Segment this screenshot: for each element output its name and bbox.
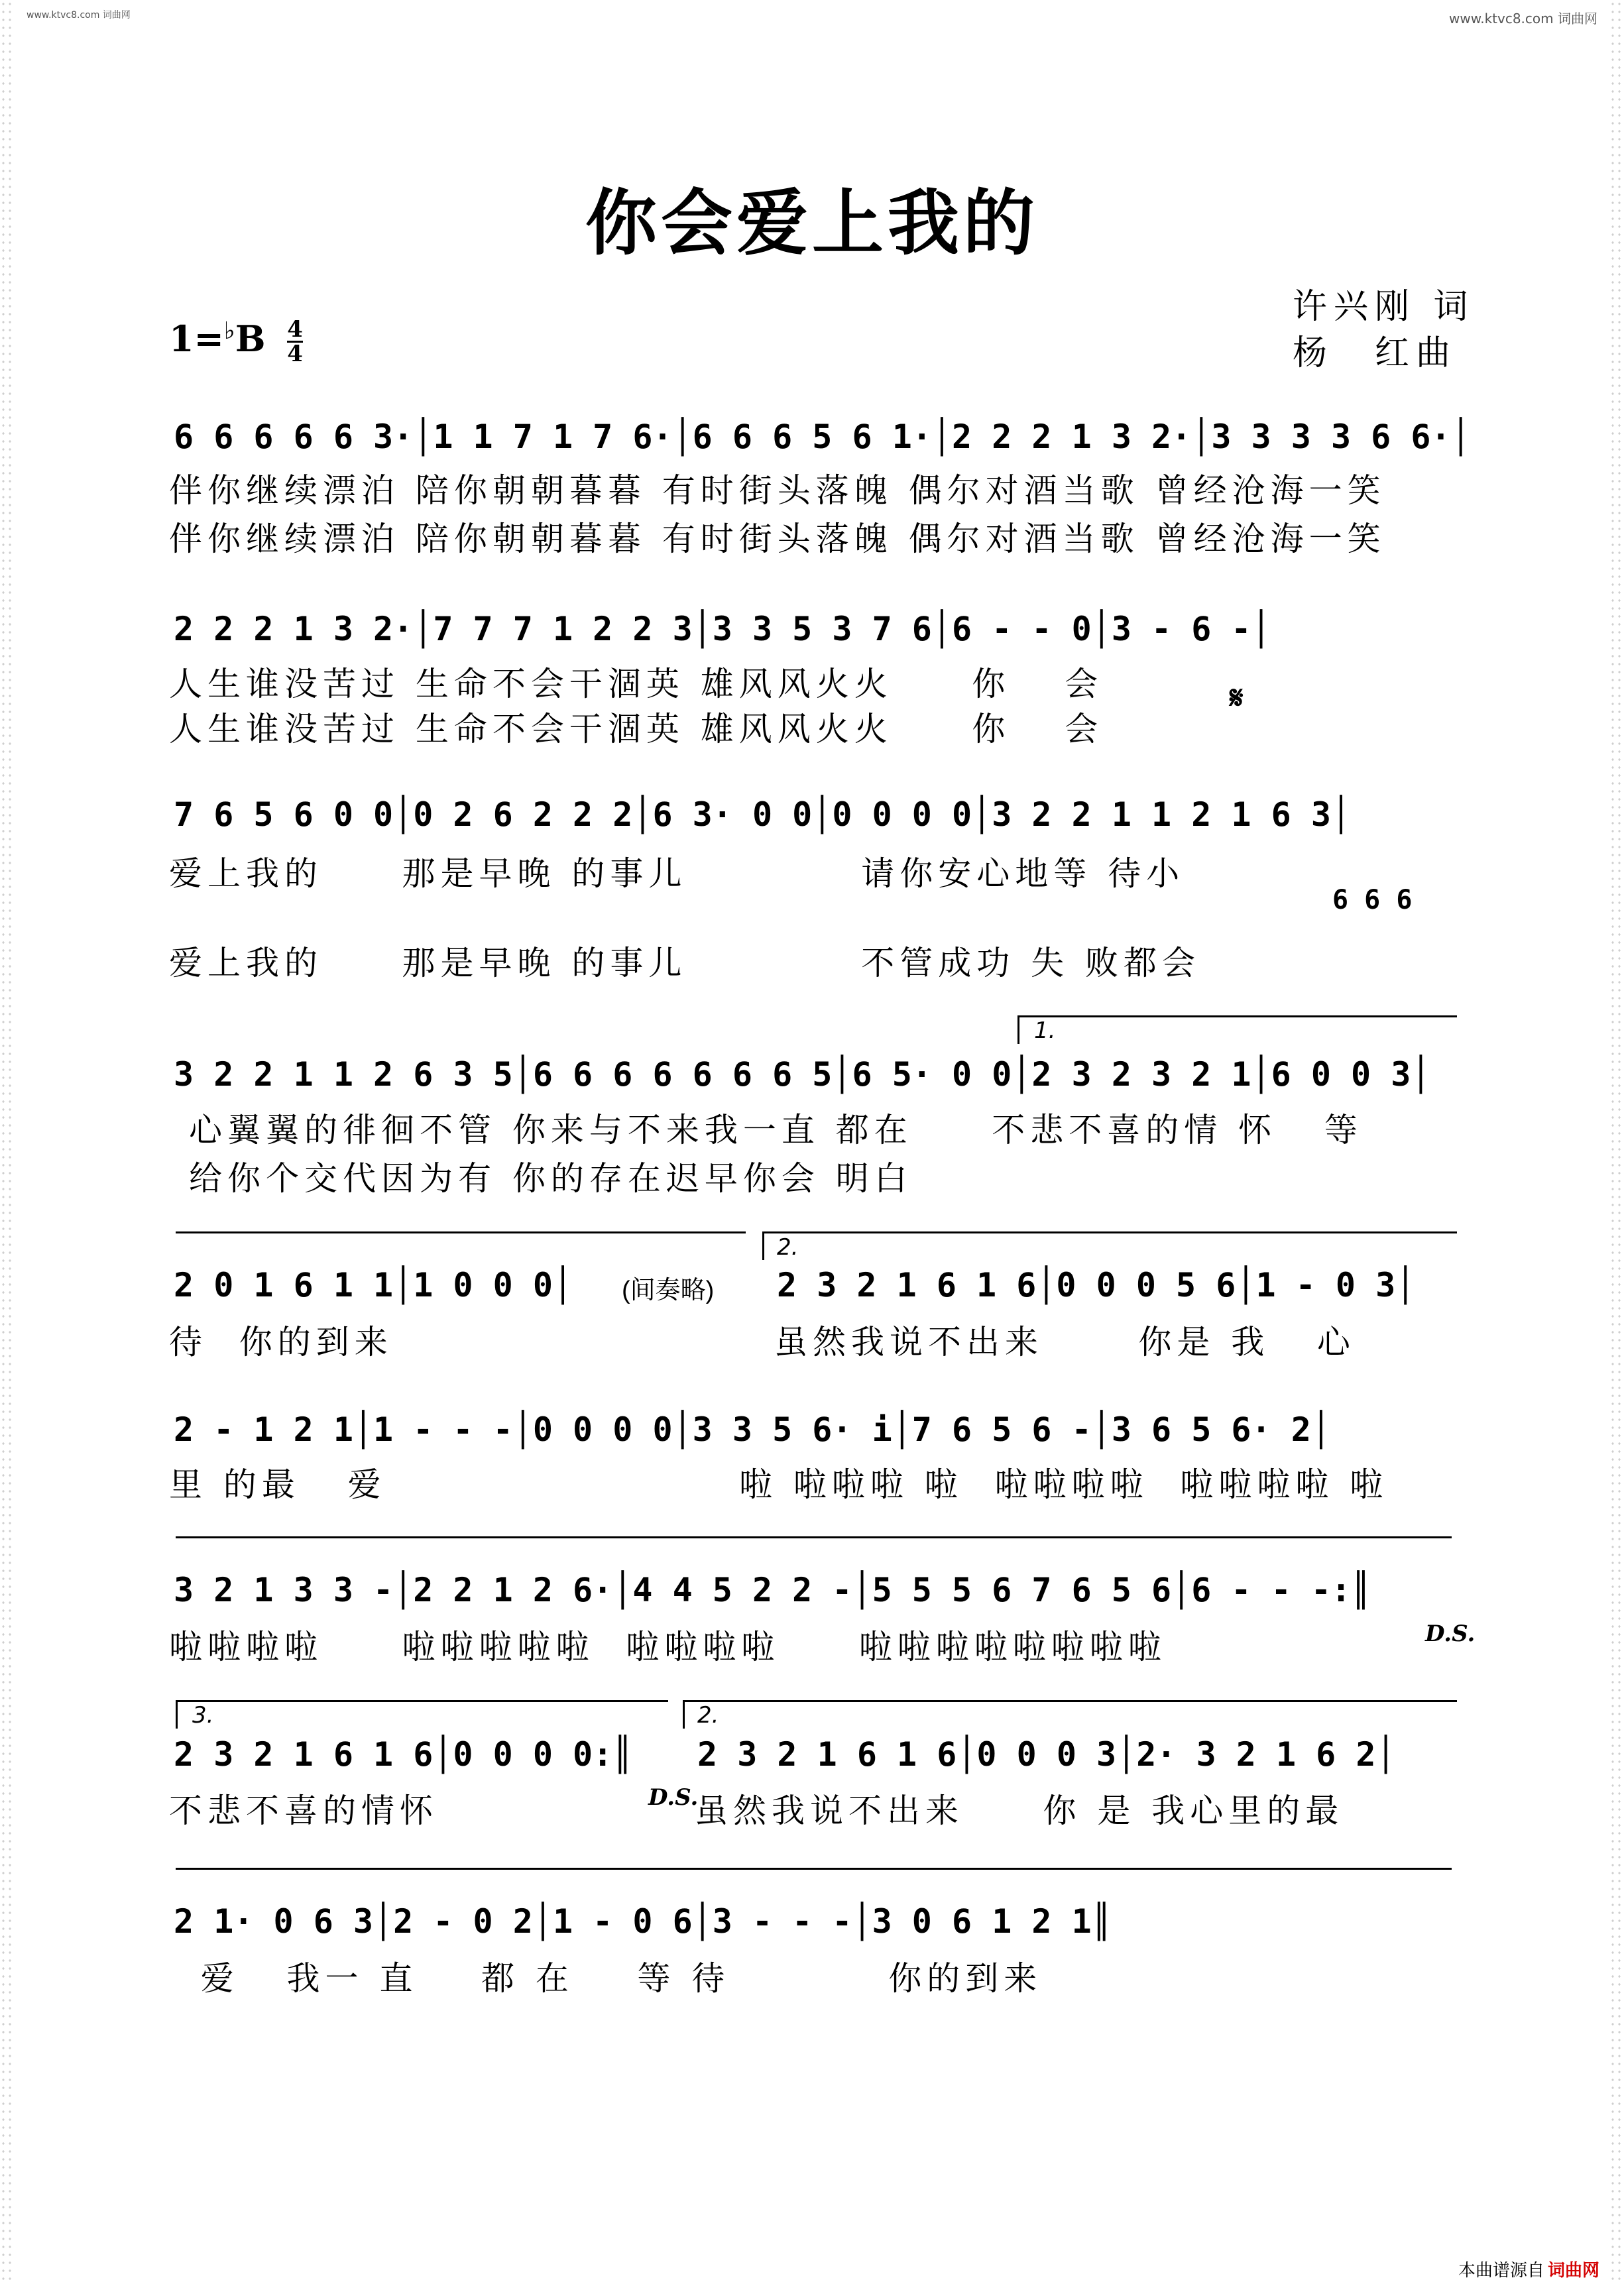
system-6-lyric-1: 里 的最 爱 <box>169 1465 386 1504</box>
system-4-notes: 3 2 2 1 1 2 6 3 5│6 6 6 6 6 6 6 5│6 5· 0 0│2 3 2 3 2 1│6 0 0 3│ <box>174 1055 1431 1094</box>
system-1-lyric-1: 伴你继续漂泊 陪你朝朝暮暮 有时街头落魄 偶尔对酒当歌 曾经沧海一笑 <box>169 471 1386 510</box>
system-3-lyric-1: 爱上我的 那是早晚 的事儿 请你安心地等 待小 <box>169 854 1185 893</box>
score-title: 你会爱上我的 <box>585 182 1039 265</box>
interlude-label: (间奏略) <box>622 1277 715 1304</box>
key-signature <box>169 316 303 368</box>
footer-site-name: 词曲网 <box>1548 2261 1600 2281</box>
ds-marking-2: D.S. <box>648 1784 699 1811</box>
second-ending-bracket-b <box>683 1700 1457 1729</box>
system-7-top-rule <box>176 1536 1452 1538</box>
second-ending-bracket-a <box>762 1231 1457 1260</box>
system-1-notes: 6 6 6 6 6 3·│1 1 7 1 7 6·│6 6 6 5 6 1·│2 2 2 1 3 2·│3 3 3 3 6 6·│ <box>174 418 1471 456</box>
system-8-lyric-1: 不悲不喜的情怀 <box>169 1792 438 1830</box>
time-top: 4 <box>287 316 303 343</box>
system-5-top-rule <box>176 1231 746 1233</box>
system-5-notes: 2 0 1 6 1 1│1 0 0 0│ <box>174 1266 573 1304</box>
system-2-notes: 2 2 2 1 3 2·│7 7 7 1 2 2 3│3 3 5 3 7 6│6 - - 0│3 - 6 -│ <box>174 610 1271 648</box>
system-5-lyric-1b: 虽然我说不出来 你是 我 心 <box>774 1323 1356 1361</box>
second-ending-label-a: 2. <box>777 1234 799 1261</box>
page-right-border <box>1609 0 1624 2284</box>
system-1-lyric-2: 伴你继续漂泊 陪你朝朝暮暮 有时街头落魄 偶尔对酒当歌 曾经沧海一笑 <box>169 520 1386 558</box>
system-9-notes: 2 1· 0 6 3│2 - 0 2│1 - 0 6│3 - - -│3 0 6 1 2 1║ <box>174 1902 1112 1941</box>
time-bottom: 4 <box>287 341 303 368</box>
system-9-top-rule <box>176 1868 1452 1870</box>
first-ending-label: 1. <box>1034 1017 1056 1044</box>
time-signature <box>287 316 303 368</box>
system-7-notes: 3 2 1 3 3 -│2 2 1 2 6·│4 4 5 2 2 -│5 5 5 6 7 6 5 6│6 - - -:║ <box>174 1571 1371 1609</box>
system-7-lyric-1: 啦啦啦啦 啦啦啦啦啦 啦啦啦啦 啦啦啦啦啦啦啦啦 <box>169 1628 1167 1666</box>
key-prefix: 1= <box>169 317 224 360</box>
flat-sign: ♭ <box>223 317 235 345</box>
system-3-sub-notes: 6 6 6 <box>1332 885 1413 915</box>
ds-marking-1: D.S. <box>1425 1621 1476 1647</box>
third-ending-bracket <box>176 1700 668 1729</box>
system-9-lyric-1: 爱 我一 直 都 在 等 待 你的到来 <box>169 1959 1043 1998</box>
header-url-left: www.ktvc8.com 词曲网 <box>27 10 131 21</box>
system-5-lyric-1: 待 你的到来 <box>169 1323 393 1361</box>
composer-credit: 杨 红曲 <box>1293 333 1458 373</box>
page-left-border <box>0 0 15 2284</box>
second-ending-label-b: 2. <box>697 1702 719 1729</box>
system-5-notes-b: 2 3 2 1 6 1 6│0 0 0 5 6│1 - 0 3│ <box>777 1266 1416 1304</box>
system-3-notes: 7 6 5 6 0 0│0 2 6 2 2 2│6 3· 0 0│0 0 0 0│3 2 2 1 1 2 1 6 3│ <box>174 795 1352 834</box>
lyricist-credit: 许兴刚 词 <box>1293 287 1475 327</box>
system-8-notes: 2 3 2 1 6 1 6│0 0 0 0:║ <box>174 1735 633 1774</box>
system-4-lyric-2: 给你个交代因为有 你的存在迟早你会 明白 <box>189 1159 913 1198</box>
system-6-lyric-1b: 啦 啦啦啦 啦 啦啦啦啦 啦啦啦啦 啦 <box>739 1465 1389 1504</box>
system-3-lyric-2: 爱上我的 那是早晚 的事儿 不管成功 失 败都会 <box>169 944 1200 982</box>
system-6-notes: 2 - 1 2 1│1 - - -│0 0 0 0│3 3 5 6· i│7 6 5 6 -│3 6 5 6· 2│ <box>174 1410 1331 1449</box>
third-ending-label: 3. <box>192 1702 214 1729</box>
first-ending-bracket <box>1017 1015 1457 1044</box>
segno-sign: 𝄋 <box>1230 679 1244 716</box>
system-8-notes-b: 2 3 2 1 6 1 6│0 0 0 3│2· 3 2 1 6 2│ <box>697 1735 1396 1774</box>
system-8-lyric-1b: 虽然我说不出来 你 是 我心里的最 <box>695 1792 1344 1830</box>
system-2-lyric-2: 人生谁没苦过 生命不会干涸英 雄风风火火 你 会 <box>169 710 1104 748</box>
footer-source-label: 本曲谱源自 <box>1458 2261 1545 2281</box>
system-4-lyric-1: 心翼翼的徘徊不管 你来与不来我一直 都在 不悲不喜的情 怀 等 <box>189 1111 1363 1149</box>
key-note: B <box>235 317 266 360</box>
system-2-lyric-1: 人生谁没苦过 生命不会干涸英 雄风风火火 你 会 <box>169 665 1104 703</box>
header-url-right: www.ktvc8.com 词曲网 <box>1448 11 1597 27</box>
